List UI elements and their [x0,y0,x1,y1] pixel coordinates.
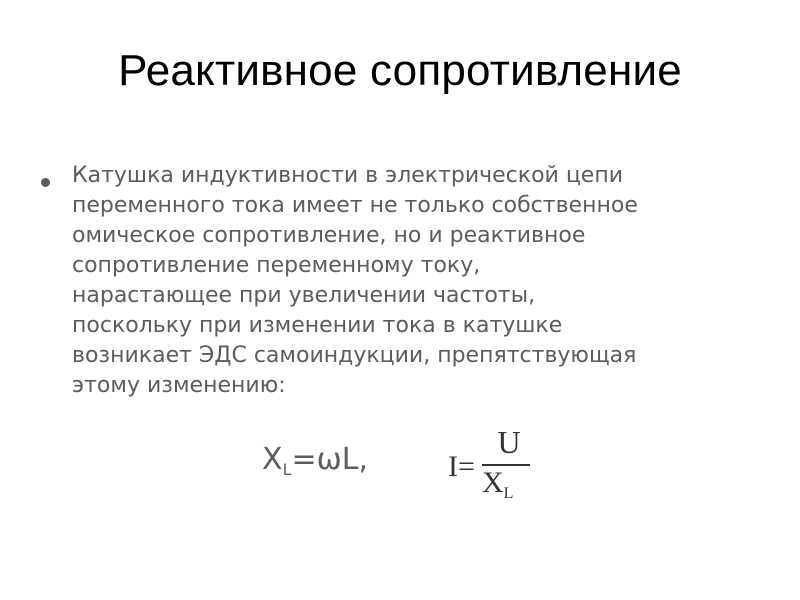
formula-denominator-symbol: X [482,466,504,499]
bullet-line: сопротивление переменному току, [72,253,481,278]
formula-lhs: I= [448,450,475,483]
formula-denominator [482,466,534,500]
bullet-line: нарастающее при увеличении частоты, [72,283,536,308]
bullet-line: переменного тока имеет не только собственное [72,193,638,218]
bullet-line: омическое сопротивление, но и реактивное [72,223,586,248]
bullet-dot-icon [41,178,50,187]
formula-denominator-subscript: L [503,485,514,502]
slide-title: Реактивное сопротивление [118,46,682,95]
bullet-line: возникает ЭДС самоиндукции, препятствующая [72,343,637,368]
bullet-line: Катушка индуктивности в электрической цепи [72,163,624,188]
bullet-line: поскольку при изменении тока в катушке [72,313,563,338]
formula-symbol: X [262,442,283,477]
current-formula [448,424,538,508]
reactance-formula [262,442,368,477]
formula-numerator: U [497,424,521,460]
formula-expression: =ωL, [291,442,368,477]
bullet-line: этому изменению: [72,373,286,398]
bullet-paragraph [72,161,772,401]
formula-subscript: L [282,460,292,479]
